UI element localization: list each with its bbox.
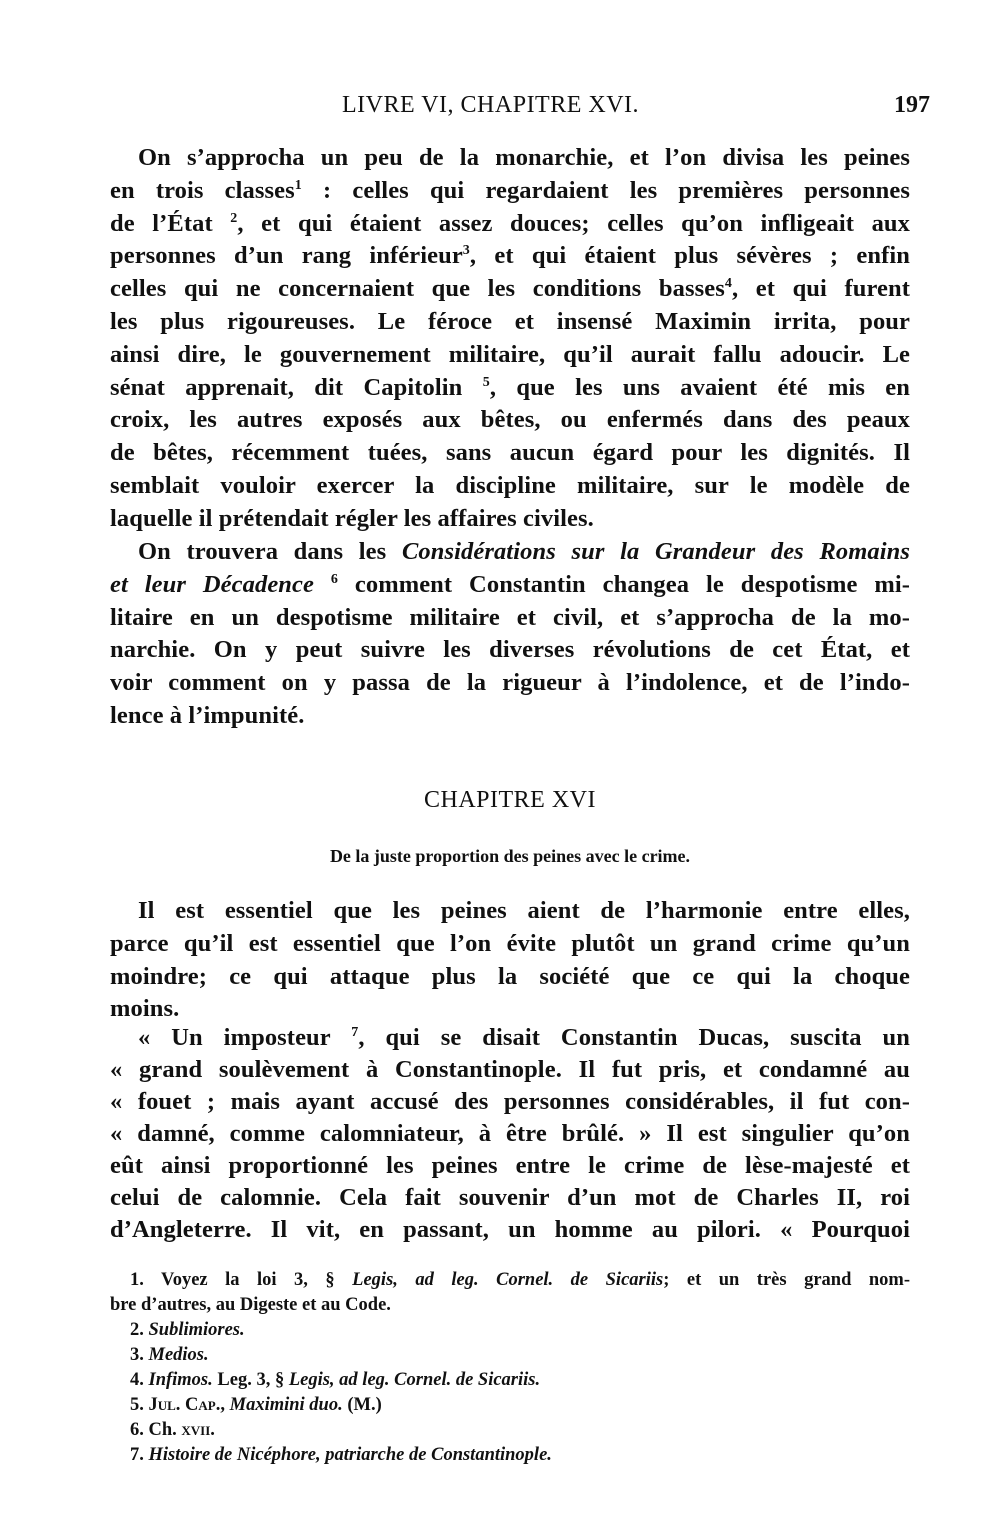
text-segment: bre d’autres, au Digeste et au Code. [110,1295,391,1315]
text-line [110,404,910,437]
footnote-reference: 2 [230,210,238,226]
text-segment: Leg. 3, § [212,1370,289,1390]
text-segment: moindre; ce qui attaque plus la société que ce qui la choque [110,962,910,990]
text-segment: 3. [130,1345,149,1365]
footnote-line [110,1318,910,1343]
text-segment: , que les uns avaient été mis en [489,373,910,401]
text-segment: voir comment on y passa de la rigueur à l’indolence, et de l’indo- [110,669,910,697]
italic-text: et leur Décadence [110,570,314,598]
text-segment: laquelle il prétendait régler les affaires civiles. [110,504,594,532]
italic-text: Considérations sur la Grandeur des Romains [401,538,910,565]
text-segment [314,571,331,598]
text-segment: 5. [130,1395,149,1415]
text-line [110,536,910,569]
text-segment: On trouvera dans les [138,538,402,565]
text-segment: « fouet ; mais ayant accusé des personnes considérables, il fut con- [110,1088,910,1115]
text-segment: ; et un très grand nom- [663,1270,910,1290]
text-line [110,503,910,536]
text-segment: litaire en un despotisme militaire et civil, et s’approcha de la mo- [110,603,910,631]
text-segment: « damné, comme calomniateur, à être brûlé. » Il est singulier qu’on [110,1120,910,1147]
text-segment: , qui se disait Constantin Ducas, suscita un [358,1024,910,1051]
paragraph-4 [110,1022,910,1246]
text-segment: celles qui ne concernaient que les conditions basses [110,275,725,303]
text-line [110,142,910,175]
footnote-line [110,1343,910,1368]
text-line [110,700,910,733]
text-line [110,1118,910,1150]
text-segment: celui de calomnie. Cela fait souvenir d’un mot de Charles II, roi [110,1184,910,1211]
text-segment: 1. Voyez la loi 3, § [130,1270,353,1290]
footnote-line [110,1418,910,1443]
text-segment: en trois classes [110,176,295,204]
italic-text: Legis, ad leg. Cornel. de Sicariis [352,1270,664,1290]
text-segment: d’Angleterre. Il vit, en passant, un homme au pilori. « Pourquoi [110,1216,910,1243]
text-segment: comment Constantin changea le despotisme mi- [337,570,910,598]
italic-text: Infimos. [148,1370,213,1390]
text-line [110,1150,910,1182]
text-line [110,240,910,273]
text-segment: « grand soulèvement à Constantinople. Il fut pris, et condamné au [110,1056,910,1083]
text-segment: lence à l’impunité. [110,701,305,729]
footnote-line [110,1268,910,1293]
paragraph-3 [110,895,910,1026]
footnote-reference: 6 [330,571,338,587]
text-line [110,667,910,700]
footnote-line [110,1368,910,1393]
footnotes [110,1268,910,1468]
text-line [110,602,910,635]
text-segment: 2. [130,1320,149,1340]
text-segment: ainsi dire, le gouvernement militaire, qu’il aurait fallu adoucir. Le [110,340,910,368]
footnote-reference: 5 [482,374,490,390]
footnote-line [110,1393,910,1418]
text-segment: personnes d’un rang inférieur [110,242,463,270]
text-segment: xvii. [181,1420,215,1440]
text-segment: semblait vouloir exercer la discipline militaire, sur le modèle de [110,471,910,499]
chapter-subtitle: De la juste proportion des peines avec le crime. [329,846,691,866]
italic-text: Maximini duo. [229,1395,343,1415]
footnote-line [110,1293,910,1318]
text-segment: , et qui étaient plus sévères ; enfin [469,242,910,270]
footnote-reference: 7 [351,1025,359,1040]
footnote-reference: 3 [462,243,470,259]
italic-text: Legis, ad leg. Cornel. de Sicariis. [288,1370,541,1390]
text-segment: : celles qui regardaient les premières personnes [301,176,910,204]
text-segment: 4. [130,1370,149,1390]
text-segment: 7. [130,1445,149,1465]
footnote-line [110,1443,910,1468]
text-segment: On s’approcha un peu de la monarchie, et l’on divisa les peines [138,144,910,171]
chapter-title: CHAPITRE XVI [424,787,596,813]
text-line [110,273,910,306]
text-line [110,1054,910,1086]
text-line [110,470,910,503]
paragraph-2 [110,536,910,733]
text-segment: narchie. On y peut suivre les diverses révolutions de cet État, et [110,636,910,664]
text-line [110,175,910,208]
text-line [110,1182,910,1214]
italic-text: Medios. [148,1345,209,1365]
text-segment: de bêtes, récemment tuées, sans aucun égard pour les dignités. Il [110,439,910,467]
page-number: 197 [894,92,930,118]
text-segment: de l’État [110,209,231,237]
text-segment: croix, les autres exposés aux bêtes, ou enfermés dans des peaux [110,406,910,434]
text-segment: , et qui furent [731,275,910,303]
text-line [110,1022,910,1054]
text-line [110,634,910,667]
text-segment: parce qu’il est essentiel que l’on évite plutôt un grand crime qu’un [110,929,910,957]
text-segment: 6. Ch. [130,1420,182,1440]
italic-text: Sublimiores. [148,1320,245,1340]
footnote-reference: 4 [724,276,732,292]
text-segment: sénat apprenait, dit Capitolin [110,373,483,401]
text-segment: , [220,1395,230,1415]
paragraph-1 [110,142,910,536]
text-line [110,961,910,994]
running-header-title: LIVRE VI, CHAPITRE XVI. [342,92,640,118]
text-line [110,208,910,241]
text-line [110,339,910,372]
text-line [110,1086,910,1118]
text-line [110,569,910,602]
text-line [110,895,910,928]
text-line [110,306,910,339]
text-line [110,372,910,405]
text-segment: Il est essentiel que les peines aient de l’harmonie entre elles, [138,897,910,924]
text-segment: (M.) [342,1395,382,1415]
text-segment: les plus rigoureuses. Le féroce et insensé Maximin irrita, pour [110,307,910,335]
text-segment: eût ainsi proportionné les peines entre le crime de lèse-majesté et [110,1152,910,1179]
running-header [110,89,930,121]
text-segment: moins. [110,995,180,1023]
italic-text: Histoire de Nicéphore, patriarche de Constantinople. [148,1445,552,1465]
text-line [110,1214,910,1246]
text-segment: , et qui étaient assez douces; celles qu’on infligeait aux [237,209,910,237]
footnote-reference: 1 [294,177,302,193]
text-segment: « Un imposteur [138,1024,352,1051]
text-segment: Jul. Cap. [148,1395,221,1415]
text-line [110,437,910,470]
text-line [110,928,910,961]
